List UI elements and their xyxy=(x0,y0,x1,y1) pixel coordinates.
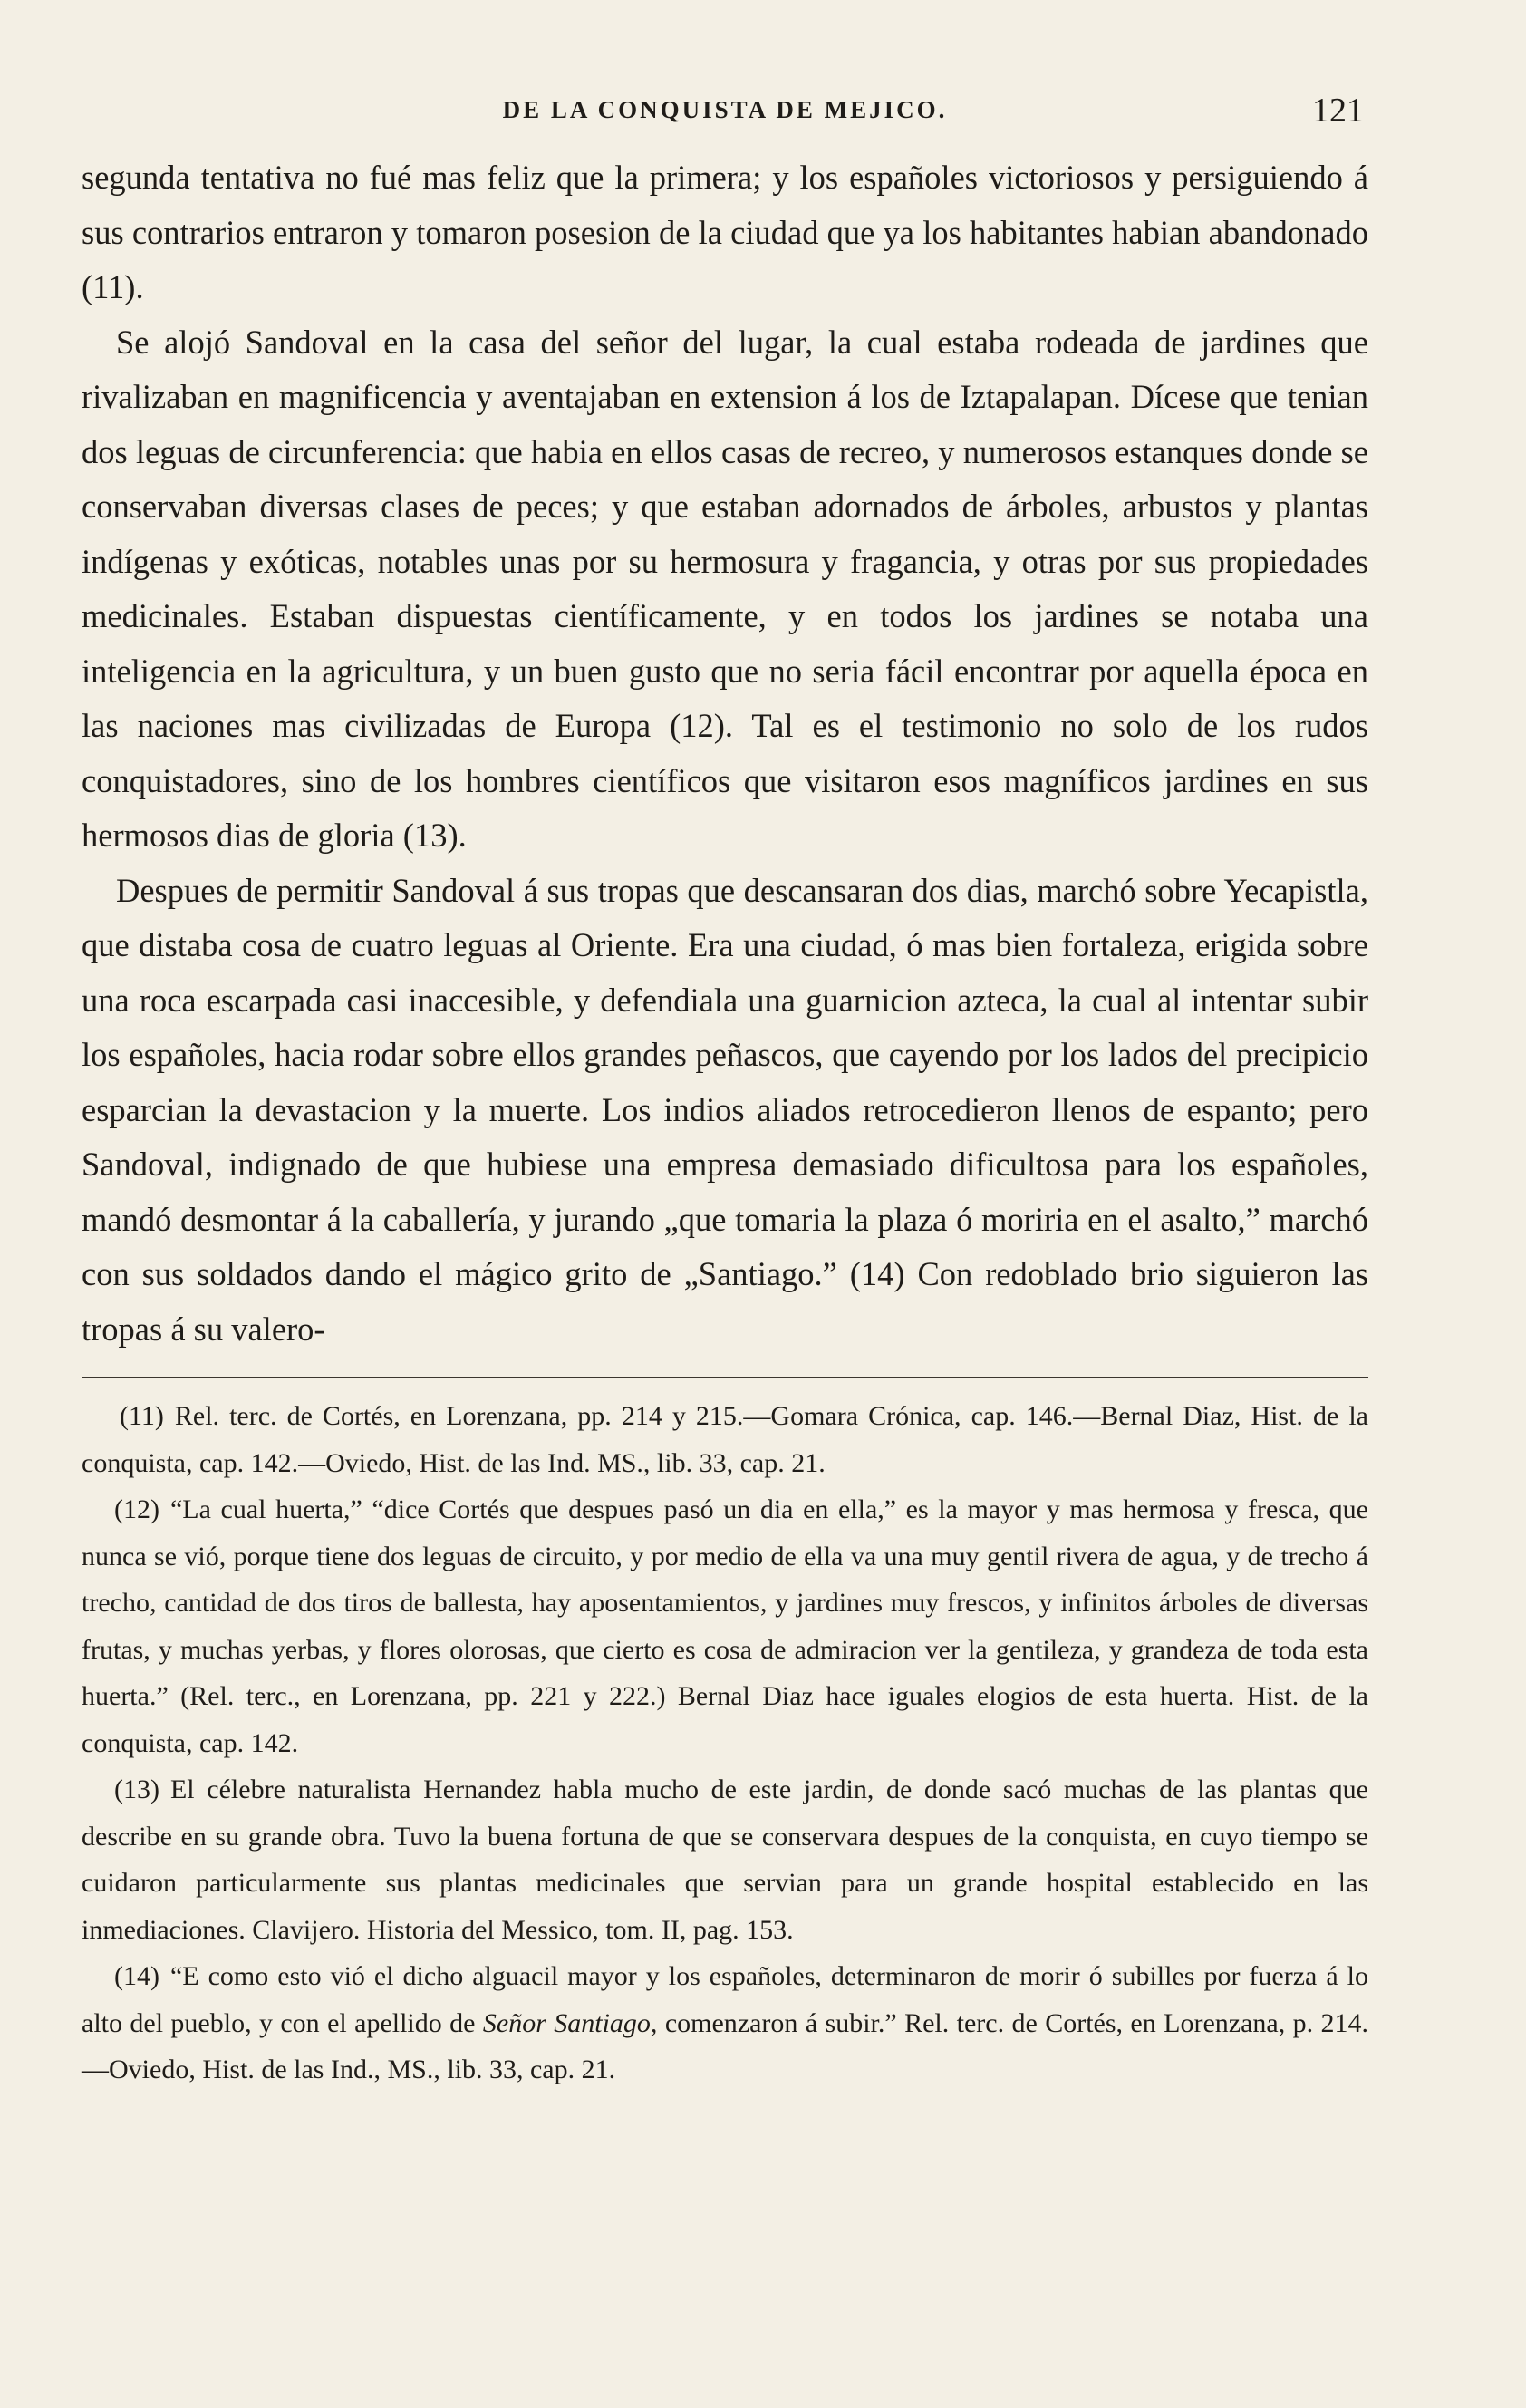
running-head xyxy=(82,91,1368,145)
page-number: 121 xyxy=(1312,92,1364,130)
footnote-text-start: “E como esto vió el dicho alguacil mayor y los españoles, determinaron de morir ó subilles por fuerza á lo alto del pueblo, y con el apellido de xyxy=(82,1961,1368,2038)
footnotes xyxy=(82,1393,1368,2094)
footnote-11 xyxy=(82,1393,1368,1486)
footnote-number: (12) xyxy=(114,1494,159,1524)
footnote-14 xyxy=(82,1953,1368,2094)
body-paragraph-3: Despues de permitir Sandoval á sus tropas que descansaran dos dias, marchó sobre Yecapistla, que distaba cosa de cuatro leguas al Oriente. Era una ciudad, ó mas bien fortaleza, erigida sobre una roca escarpada casi inaccesible, y defendiala una guarnicion azteca, la cual al intentar subir los españoles, hacia rodar sobre ellos grandes peñascos, que cayendo por los lados del precipicio esparcian la devastacion y la muerte. Los indios aliados retrocedieron llenos de espanto; pero Sandoval, indignado de que hubiese una empresa demasiado dificultosa para los españoles, mandó desmontar á la caballería, y jurando „que tomaria la plaza ó moriria en el asalto,” marchó con sus soldados dando el mágico grito de „Santiago.” (14) Con redoblado brio siguieron las tropas á su valero- xyxy=(82,871,1368,1348)
body-text xyxy=(82,150,1368,1357)
footnote-text-end: comenzaron á subir.” Rel. terc. de Cortés, en Lorenzana, p. 214.—Oviedo, Hist. de las Ind., MS., lib. 33, cap. 21. xyxy=(82,2007,1368,2084)
footnote-number: (11) xyxy=(120,1401,164,1431)
footnote-divider xyxy=(82,1377,1368,1378)
footnote-13 xyxy=(82,1766,1368,1953)
running-title: DE LA CONQUISTA DE MEJICO. xyxy=(502,96,948,123)
footnote-text: “La cual huerta,” “dice Cortés que despues pasó un dia en ella,” es la mayor y mas hermosa y fresca, que nunca se vió, porque tiene dos leguas de circuito, y por medio de ella va una muy gentil rivera de agua, y de trecho á trecho, cantidad de dos tiros de ballesta, hay aposentamientos, y jardines muy frescos, y infinitos árboles de diversas frutas, y muchas yerbas, y flores olorosas, que cierto es cosa de admiracion ver la gentileza, y grandeza de toda esta huerta.” (Rel. terc., en Lorenzana, pp. 221 y 222.) Bernal Diaz hace iguales elogios de esta huerta. Hist. de la conquista, cap. 142. xyxy=(82,1494,1368,1758)
footnote-number: (13) xyxy=(114,1775,159,1804)
book-page xyxy=(82,91,1368,2356)
footnote-text: El célebre naturalista Hernandez habla mucho de este jardin, de donde sacó muchas de las plantas que describe en su grande obra. Tuvo la buena fortuna de que se conservara despues de la conquista, en cuyo tiempo se cuidaron particularmente sus plantas medicinales que servian para un grande hospital establecido en las inmediaciones. Clavijero. Historia del Messico, tom. II, pag. 153. xyxy=(82,1775,1368,1945)
footnote-12 xyxy=(82,1486,1368,1766)
body-paragraph-1: segunda tentativa no fué mas feliz que la primera; y los españoles victoriosos y persiguiendo á sus contrarios entraron y tomaron posesion de la ciudad que ya los habitantes habian abandonado (11). xyxy=(82,159,1368,305)
footnote-number: (14) xyxy=(114,1961,159,1991)
body-paragraph-2: Se alojó Sandoval en la casa del señor del lugar, la cual estaba rodeada de jardines que rivalizaban en magnificencia y aventajaban en extension á los de Iztapalapan. Dícese que tenian dos leguas de circunferencia: que habia en ellos casas de recreo, y numerosos estanques donde se conservaban diversas clases de peces; y que estaban adornados de árboles, arbustos y plantas indígenas y exóticas, notables unas por su hermosura y fragancia, y otras por sus propiedades medicinales. Estaban dispuestas científicamente, y en todos los jardines se notaba una inteligencia en la agricultura, y un buen gusto que no seria fácil encontrar por aquella época en las naciones mas civilizadas de Europa (12). Tal es el testimonio no solo de los rudos conquistadores, sino de los hombres científicos que visitaron esos magníficos jardines en sus hermosos dias de gloria (13). xyxy=(82,323,1368,854)
footnote-text: Rel. terc. de Cortés, en Lorenzana, pp. 214 y 215.—Gomara Crónica, cap. 146.—Bernal Diaz, Hist. de la conquista, cap. 142.—Oviedo, Hist. de las Ind. MS., lib. 33, cap. 21. xyxy=(82,1401,1368,1478)
footnote-text-italic: Señor Santiago, xyxy=(482,2007,658,2038)
